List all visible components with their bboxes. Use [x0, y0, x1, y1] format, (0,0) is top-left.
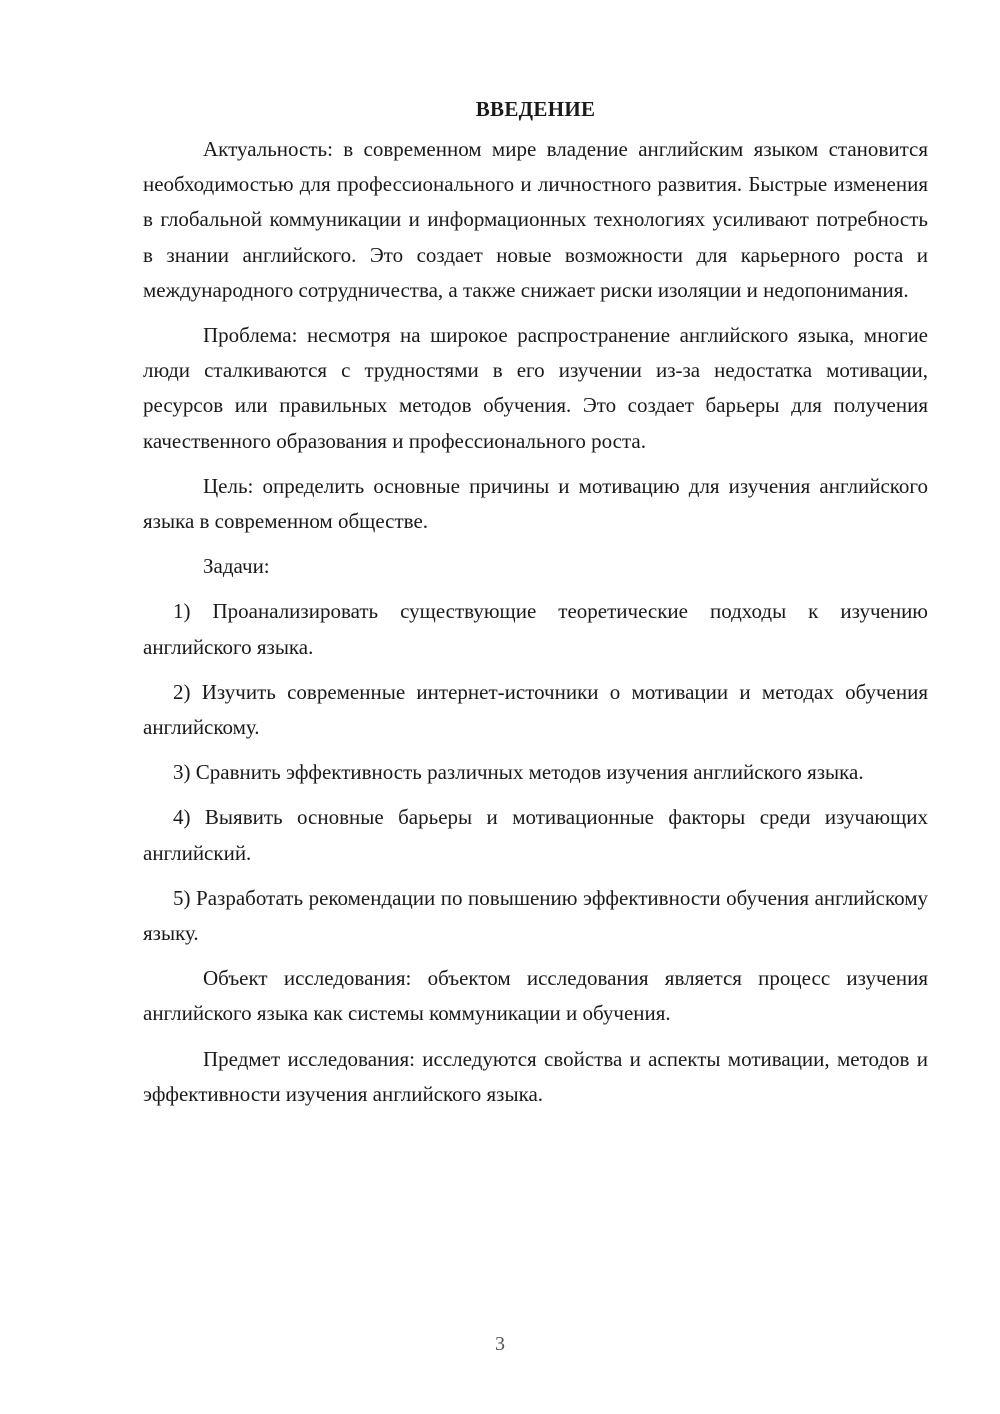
problem-paragraph: Проблема: несмотря на широкое распространение английского языка, многие люди сталкиваются с трудностями в его изучении из-за недостатка мотивации, ресурсов или правильных методов обучения. Это создает барьеры для получения качественного образования и профессионального роста.	[143, 323, 928, 453]
task-item-4: 4) Выявить основные барьеры и мотивационные факторы среди изучающих английский.	[143, 805, 928, 865]
section-title: ВВЕДЕНИЕ	[475, 97, 596, 121]
task-item-3: 3) Сравнить эффективность различных методов изучения английского языка.	[173, 760, 864, 785]
object-paragraph: Объект исследования: объектом исследования является процесс изучения английского языка как системы коммуникации и обучения.	[143, 966, 928, 1026]
task-item-5: 5) Разработать рекомендации по повышению эффективности обучения английскому языку.	[143, 885, 928, 946]
task-item-1: 1) Проанализировать существующие теоретические подходы к изучению английского языка.	[143, 599, 928, 659]
relevance-paragraph: Актуальность: в современном мире владение английским языком становится необходимостью для профессионального и личностного развития. Быстрые изменения в глобальной коммуникации и информационных технологиях усиливают потребность в знании английского. Это создает новые возможности для карьерного роста и международного сотрудничества, а также снижает риски изоляции и недопонимания.	[143, 137, 928, 302]
goal-paragraph: Цель: определить основные причины и мотивацию для изучения английского языка в современном обществе.	[143, 473, 928, 534]
task-item-2: 2) Изучить современные интернет-источники о мотивации и методах обучения английскому.	[143, 679, 928, 740]
document-page	[143, 92, 928, 1122]
tasks-heading: Задачи:	[203, 554, 270, 579]
page-number: 3	[495, 1333, 505, 1355]
subject-paragraph: Предмет исследования: исследуются свойства и аспекты мотивации, методов и эффективности изучения английского языка.	[143, 1046, 928, 1106]
